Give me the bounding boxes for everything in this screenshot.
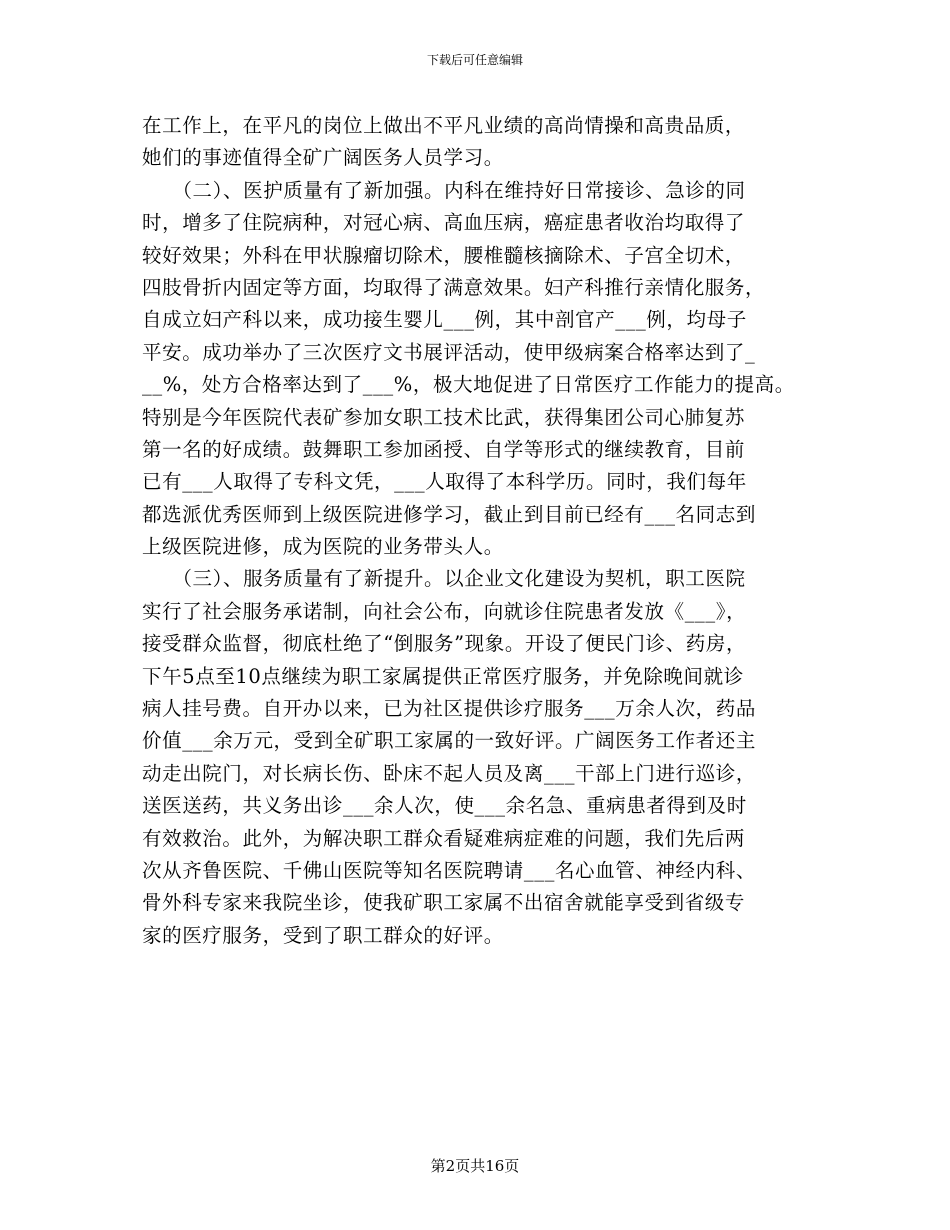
text-line: __%，处方合格率达到了___%，极大地促进了日常医疗工作能力的提高。 [142,373,795,397]
text-line: （二）、医护质量有了新加强。内科在维持好日常接诊、急诊的同 [142,178,746,202]
text-line: 送医送药，共义务出诊___余人次，使___余名急、重病患者得到及时 [142,794,747,818]
text-line: 接受群众监督，彻底杜绝了“倒服务”现象。开设了便民门诊、药房， [142,632,747,656]
page-footer: 第2页共16页 [430,1157,520,1175]
text-line: （三）、服务质量有了新提升。以企业文化建设为契机，职工医院 [142,567,746,591]
text-line: 时，增多了住院病种，对冠心病、高血压病，癌症患者收治均取得了 [142,211,746,235]
text-line: 有效救治。此外，为解决职工群众看疑难病症难的问题，我们先后两 [142,826,746,850]
text-line: 自成立妇产科以来，成功接生婴儿___例，其中剖官产___例，均母子 [142,308,747,332]
text-line: 动走出院门，对长病长伤、卧床不起人员及离___干部上门进行巡诊， [142,761,756,785]
text-line: 平安。成功举办了三次医疗文书展评活动，使甲级病案合格率达到了_ [142,340,756,364]
text-line: 病人挂号费。自开办以来，已为社区提供诊疗服务___万余人次，药品 [142,697,756,721]
text-line: 上级医院进修，成为医院的业务带头人。 [142,535,504,559]
text-line: 四肢骨折内固定等方面，均取得了满意效果。妇产科推行亲情化服务， [142,275,766,299]
text-line: 次从齐鲁医院、千佛山医院等知名医院聘请___名心血管、神经内科、 [142,858,756,882]
text-line: 她们的事迹值得全矿广阔医务人员学习。 [142,146,504,170]
text-line: 都选派优秀医师到上级医院进修学习，截止到目前已经有___名同志到 [142,502,756,526]
text-line: 价值___余万元，受到全矿职工家属的一致好评。广阔医务工作者还主 [142,729,756,753]
text-line: 下午5点至10点继续为职工家属提供正常医疗服务，并免除晚间就诊 [142,664,744,688]
text-line: 特别是今年医院代表矿参加女职工技术比武，获得集团公司心肺复苏 [142,405,746,429]
document-body [142,110,822,952]
text-line: 家的医疗服务，受到了职工群众的好评。 [142,923,504,947]
text-line: 实行了社会服务承诺制，向社会公布，向就诊住院患者发放《___》， [142,599,747,623]
page-header: 下载后可任意编辑 [426,53,523,67]
text-line: 已有___人取得了专科文凭，___人取得了本科学历。同时，我们每年 [142,470,747,494]
text-line: 第一名的好成绩。鼓舞职工参加函授、自学等形式的继续教育，目前 [142,437,746,461]
text-line: 骨外科专家来我院坐诊，使我矿职工家属不出宿舍就能享受到省级专 [142,891,746,915]
text-line: 在工作上，在平凡的岗位上做出不平凡业绩的高尚情操和高贵品质， [142,114,746,137]
text-line: 较好效果；外科在甲状腺瘤切除术，腰椎髓核摘除术、子宫全切术， [142,243,746,267]
